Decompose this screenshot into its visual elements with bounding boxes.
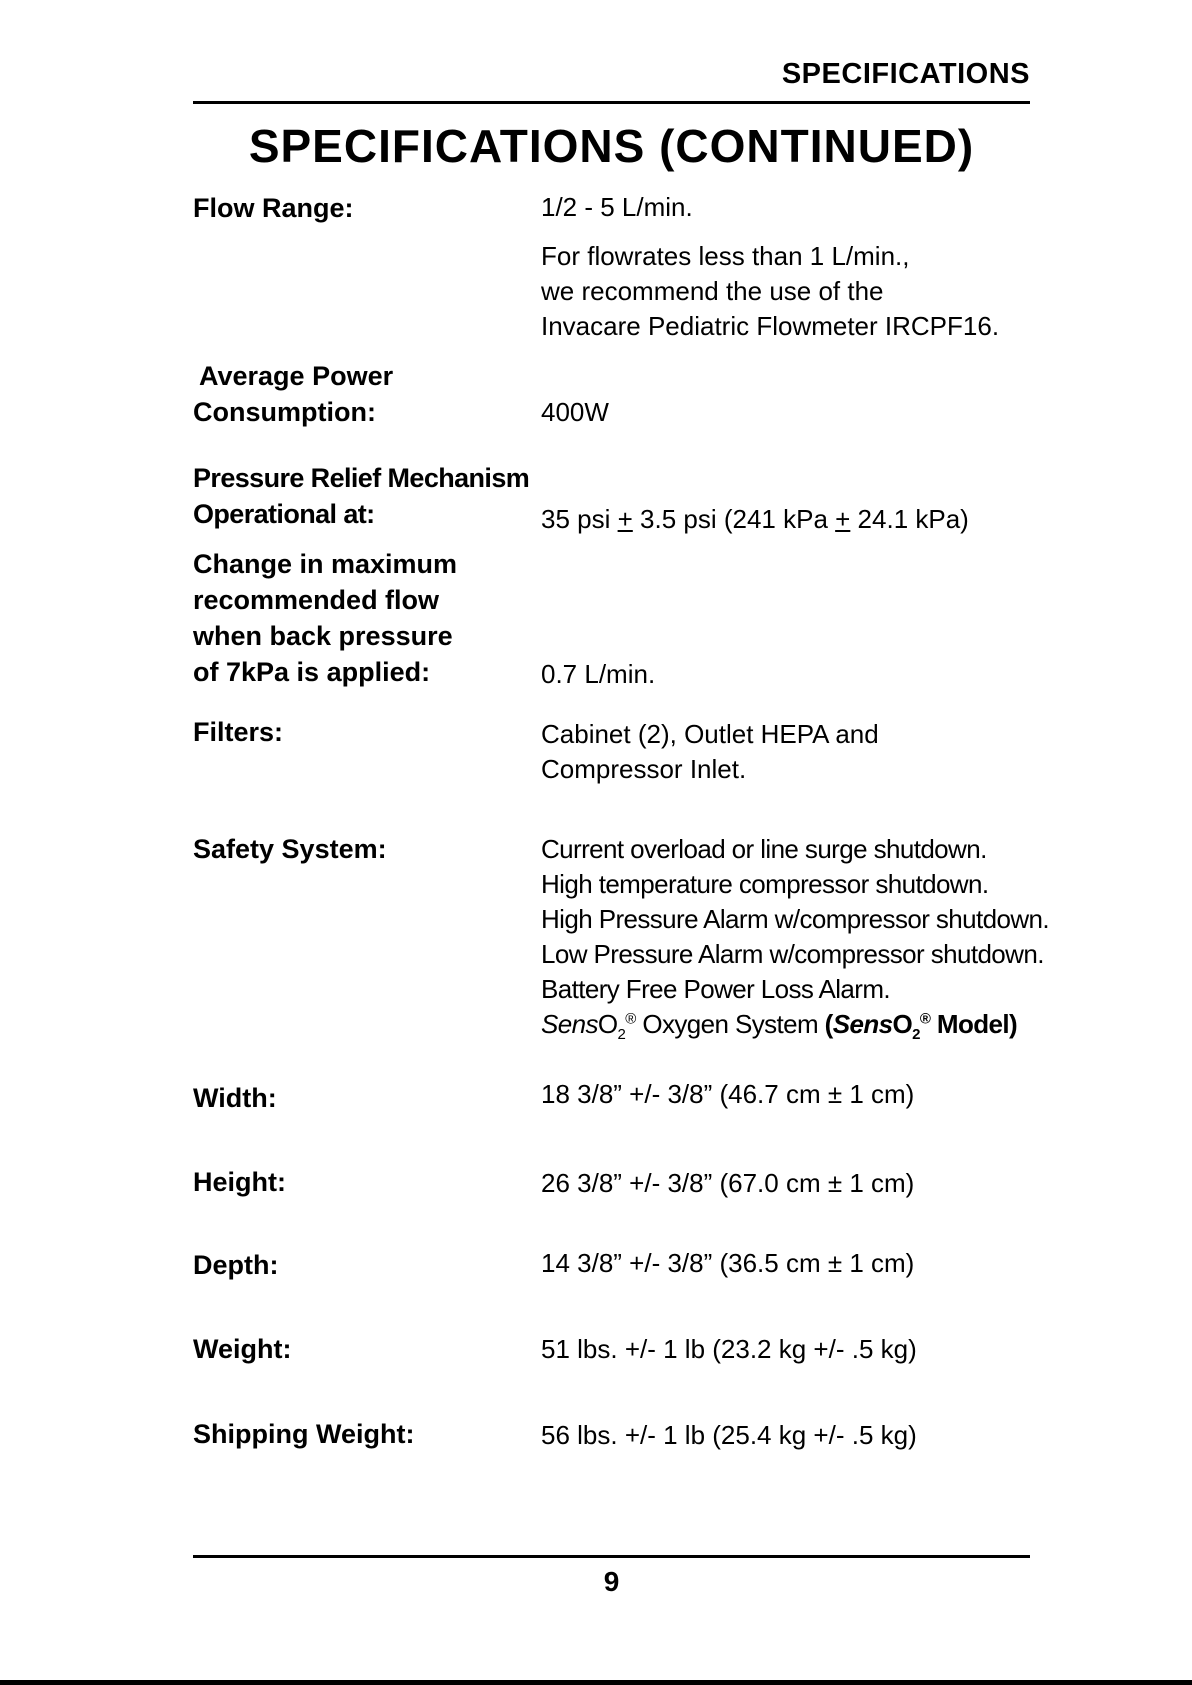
page-title: SPECIFICATIONS (CONTINUED) — [248, 120, 975, 172]
model-open-paren: ( — [824, 1009, 833, 1039]
flow-range-value: 1/2 - 5 L/min. — [541, 192, 693, 222]
filters-value-line: Compressor Inlet. — [541, 754, 747, 784]
safety-label: Safety System: — [193, 834, 387, 864]
back-pressure-label-line: when back pressure — [193, 621, 453, 651]
relief-label-line: Pressure Relief Mechanism — [193, 463, 530, 493]
shipping-weight-value: 56 lbs. +/- 1 lb (25.4 kg +/- .5 kg) — [541, 1420, 917, 1450]
relief-value-part: 24.1 kPa) — [850, 504, 969, 534]
senso-brand: Sens — [832, 1009, 893, 1039]
width-label: Width: — [193, 1083, 277, 1113]
senso-o: O — [892, 1009, 913, 1039]
back-pressure-label — [193, 546, 533, 690]
filters-value-line: Cabinet (2), Outlet HEPA and — [541, 719, 879, 749]
safety-line: Low Pressure Alarm w/compressor shutdown. — [541, 939, 1044, 969]
relief-value-part: 35 psi — [541, 504, 618, 534]
flow-range-note-line: Invacare Pediatric Flowmeter IRCPF16. — [541, 311, 1000, 341]
height-value: 26 3/8” +/- 3/8” (67.0 cm ± 1 cm) — [541, 1168, 915, 1198]
bottom-edge-strip — [0, 1680, 1192, 1685]
safety-value — [541, 832, 1050, 1044]
flow-range-note — [541, 239, 1046, 344]
power-value: 400W — [541, 397, 609, 427]
back-pressure-label-line: Change in maximum — [193, 549, 458, 579]
plus-minus-symbol: + — [835, 504, 851, 534]
senso-system-text: Oxygen System — [635, 1009, 825, 1039]
flow-range-label: Flow Range: — [193, 193, 354, 223]
relief-value — [541, 502, 1046, 537]
relief-value-part: 3.5 psi (241 kPa — [632, 504, 836, 534]
footer-rule — [193, 1555, 1030, 1558]
model-text: Model) — [930, 1009, 1018, 1039]
page-number: 9 — [603, 1566, 620, 1597]
filters-value — [541, 717, 1046, 787]
relief-label — [193, 460, 533, 532]
registered-mark: ® — [919, 1010, 931, 1028]
senso-subscript: 2 — [912, 1026, 920, 1044]
relief-label-line: Operational at: — [193, 499, 375, 529]
safety-line: Battery Free Power Loss Alarm. — [541, 974, 891, 1004]
depth-label: Depth: — [193, 1250, 279, 1280]
back-pressure-value: 0.7 L/min. — [541, 659, 656, 689]
back-pressure-label-line: recommended flow — [193, 585, 440, 615]
flow-range-note-line: For flowrates less than 1 L/min., — [541, 241, 910, 271]
power-label — [193, 358, 533, 430]
header-rule — [193, 101, 1030, 104]
filters-label: Filters: — [193, 717, 284, 747]
weight-label: Weight: — [193, 1334, 292, 1364]
depth-value: 14 3/8” +/- 3/8” (36.5 cm ± 1 cm) — [541, 1248, 915, 1278]
power-label-line: Consumption: — [193, 397, 376, 427]
safety-line: Current overload or line surge shutdown. — [541, 834, 987, 864]
shipping-weight-label: Shipping Weight: — [193, 1419, 415, 1449]
running-head: SPECIFICATIONS — [781, 58, 1030, 90]
back-pressure-label-line: of 7kPa is applied: — [193, 657, 431, 687]
senso-brand: Sens — [541, 1009, 598, 1039]
safety-line: High temperature compressor shutdown. — [541, 869, 989, 899]
registered-mark: ® — [625, 1010, 636, 1028]
flow-range-note-line: we recommend the use of the — [541, 276, 884, 306]
power-label-line: Average Power — [199, 361, 394, 391]
senso-model-label — [824, 1009, 1018, 1044]
height-label: Height: — [193, 1167, 286, 1197]
safety-line: High Pressure Alarm w/compressor shutdown. — [541, 904, 1050, 934]
senso-system-line — [541, 1007, 1046, 1042]
weight-value: 51 lbs. +/- 1 lb (23.2 kg +/- .5 kg) — [541, 1334, 917, 1364]
senso-o: O — [597, 1009, 618, 1039]
width-value: 18 3/8” +/- 3/8” (46.7 cm ± 1 cm) — [541, 1079, 915, 1109]
senso-subscript: 2 — [617, 1026, 626, 1044]
plus-minus-symbol: + — [617, 504, 633, 534]
